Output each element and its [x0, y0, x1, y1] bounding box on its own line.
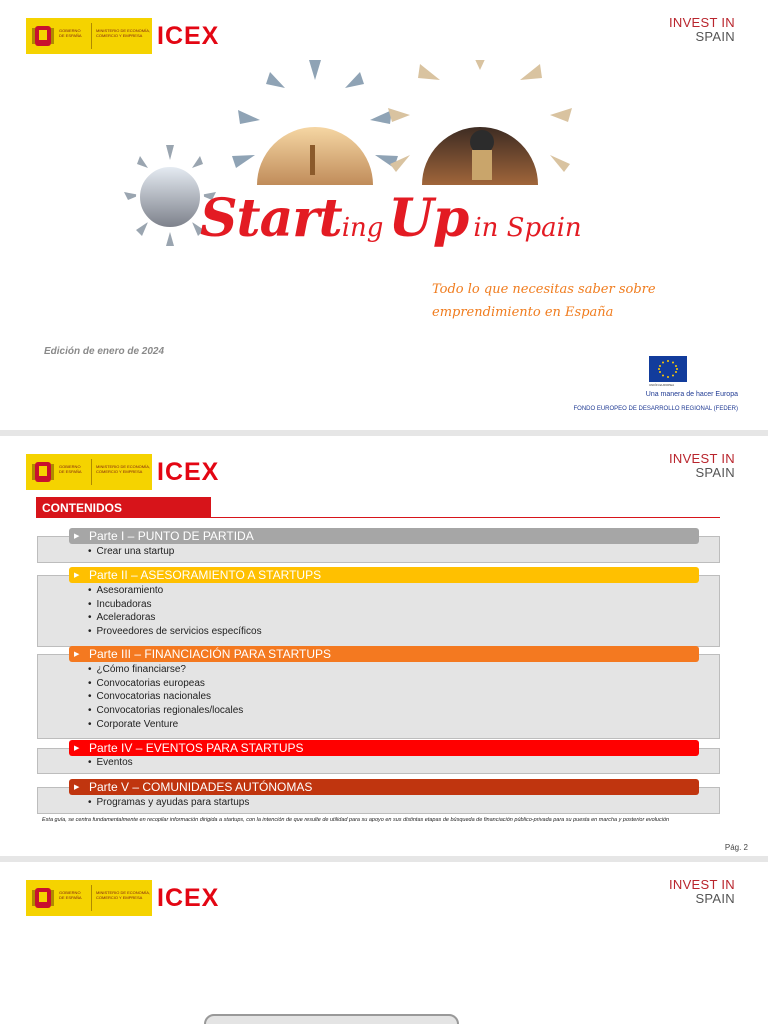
- invest-in-spain-logo: [669, 16, 735, 44]
- icex-logo: ICEX: [157, 458, 220, 486]
- eu-caption: UNIÓN EUROPEA: [649, 383, 675, 387]
- part-2-header[interactable]: [69, 567, 699, 583]
- government-text: GOBIERNO DE ESPAÑA: [59, 890, 82, 900]
- list-item[interactable]: • Crear una startup: [88, 545, 174, 559]
- large-sun-icon: [388, 60, 572, 185]
- title-ing: ing: [341, 213, 384, 243]
- list-item[interactable]: • Eventos: [88, 756, 133, 770]
- list-item[interactable]: • Convocatorias europeas: [88, 677, 243, 691]
- list-item[interactable]: • Asesoramiento: [88, 584, 262, 598]
- contents-rule: [36, 517, 720, 518]
- page-number: Pág. 2: [724, 843, 748, 852]
- logo-divider: [91, 885, 92, 911]
- cover-title: [200, 188, 582, 249]
- government-text: GOBIERNO DE ESPAÑA: [59, 28, 82, 38]
- chevron-right-icon: ▶: [74, 572, 80, 579]
- part-4-title: Parte IV – EVENTOS PARA STARTUPS: [89, 741, 304, 755]
- logo-divider: [91, 459, 92, 485]
- part-1-items: [88, 545, 174, 559]
- part-5-items: [88, 796, 249, 810]
- eu-flag-icon: [649, 356, 687, 382]
- part-1-title: Parte I – PUNTO DE PARTIDA: [89, 529, 254, 543]
- part-2-items: [88, 584, 262, 639]
- invest-logo-line1: INVEST IN: [668, 877, 735, 892]
- government-logo: [26, 18, 152, 54]
- list-item[interactable]: • Convocatorias regionales/locales: [88, 704, 243, 718]
- invest-logo-line2: SPAIN: [695, 29, 735, 44]
- ministry-text: MINISTERIO DE ECONOMÍA, COMERCIO Y EMPRESA: [96, 890, 151, 900]
- part-4-header[interactable]: [69, 740, 699, 756]
- cover-page: [0, 0, 768, 430]
- list-item[interactable]: • ¿Cómo financiarse?: [88, 663, 243, 677]
- invest-logo-line2: SPAIN: [695, 465, 735, 480]
- part-1-header[interactable]: [69, 528, 699, 544]
- list-item[interactable]: • Incubadoras: [88, 598, 262, 612]
- coat-of-arms-icon: [32, 886, 54, 910]
- title-start: Start: [200, 188, 342, 249]
- page-3-partial: [0, 862, 768, 1024]
- edition-date: Edición de enero de 2024: [44, 346, 165, 357]
- invest-in-spain-logo: [669, 878, 735, 906]
- list-item[interactable]: • Proveedores de servicios específicos: [88, 625, 262, 639]
- cover-subtitle: [432, 278, 656, 324]
- section-pill: [204, 1014, 459, 1024]
- icex-logo: ICEX: [157, 884, 220, 912]
- logo-divider: [91, 23, 92, 49]
- subtitle-line2: emprendimiento en España: [432, 305, 614, 320]
- invest-logo-line1: INVEST IN: [668, 15, 735, 30]
- chevron-right-icon: ▶: [74, 651, 80, 658]
- part-3-title: Parte III – FINANCIACIÓN PARA STARTUPS: [89, 647, 332, 661]
- invest-logo-line2: SPAIN: [695, 891, 735, 906]
- contents-heading: CONTENIDOS: [36, 497, 211, 517]
- invest-in-spain-logo: [669, 452, 735, 480]
- list-item[interactable]: • Programas y ayudas para startups: [88, 796, 249, 810]
- contents-page: [0, 436, 768, 856]
- part-5-header[interactable]: [69, 779, 699, 795]
- government-text: GOBIERNO DE ESPAÑA: [59, 464, 82, 474]
- title-up: Up: [388, 188, 469, 249]
- ministry-text: MINISTERIO DE ECONOMÍA, COMERCIO Y EMPRESA: [96, 464, 151, 474]
- middle-sun-icon: [232, 60, 398, 185]
- guide-note: Esta guía, se centra fundamentalmente en recopilar información dirigida a startups, con la intención de que resulte de utilidad para su apoyo en sus distintas etapas de búsqueda de financiación público-privada para su puesta en marcha y posterior evolución: [42, 817, 670, 823]
- list-item[interactable]: • Corporate Venture: [88, 718, 243, 732]
- part-4-items: [88, 756, 133, 770]
- invest-logo-line1: INVEST IN: [668, 451, 735, 466]
- subtitle-line1: Todo lo que necesitas saber sobre: [432, 282, 656, 297]
- list-item[interactable]: • Convocatorias nacionales: [88, 690, 243, 704]
- coat-of-arms-icon: [32, 460, 54, 484]
- icex-logo: ICEX: [157, 22, 220, 50]
- coat-of-arms-icon: [32, 24, 54, 48]
- chevron-right-icon: ▶: [74, 533, 80, 540]
- government-logo: [26, 454, 152, 490]
- chevron-right-icon: ▶: [74, 784, 80, 791]
- part-2-title: Parte II – ASESORAMIENTO A STARTUPS: [89, 568, 322, 582]
- feder-label: FONDO EUROPEO DE DESARROLLO REGIONAL (FEDER): [573, 406, 738, 412]
- part-3-items: [88, 663, 243, 732]
- chevron-right-icon: ▶: [74, 745, 80, 752]
- list-item[interactable]: • Aceleradoras: [88, 611, 262, 625]
- part-5-title: Parte V – COMUNIDADES AUTÓNOMAS: [89, 780, 313, 794]
- title-in-spain: in Spain: [473, 213, 582, 243]
- eu-motto: Una manera de hacer Europa: [645, 391, 738, 398]
- part-3-header[interactable]: [69, 646, 699, 662]
- government-logo: [26, 880, 152, 916]
- ministry-text: MINISTERIO DE ECONOMÍA, COMERCIO Y EMPRESA: [96, 28, 151, 38]
